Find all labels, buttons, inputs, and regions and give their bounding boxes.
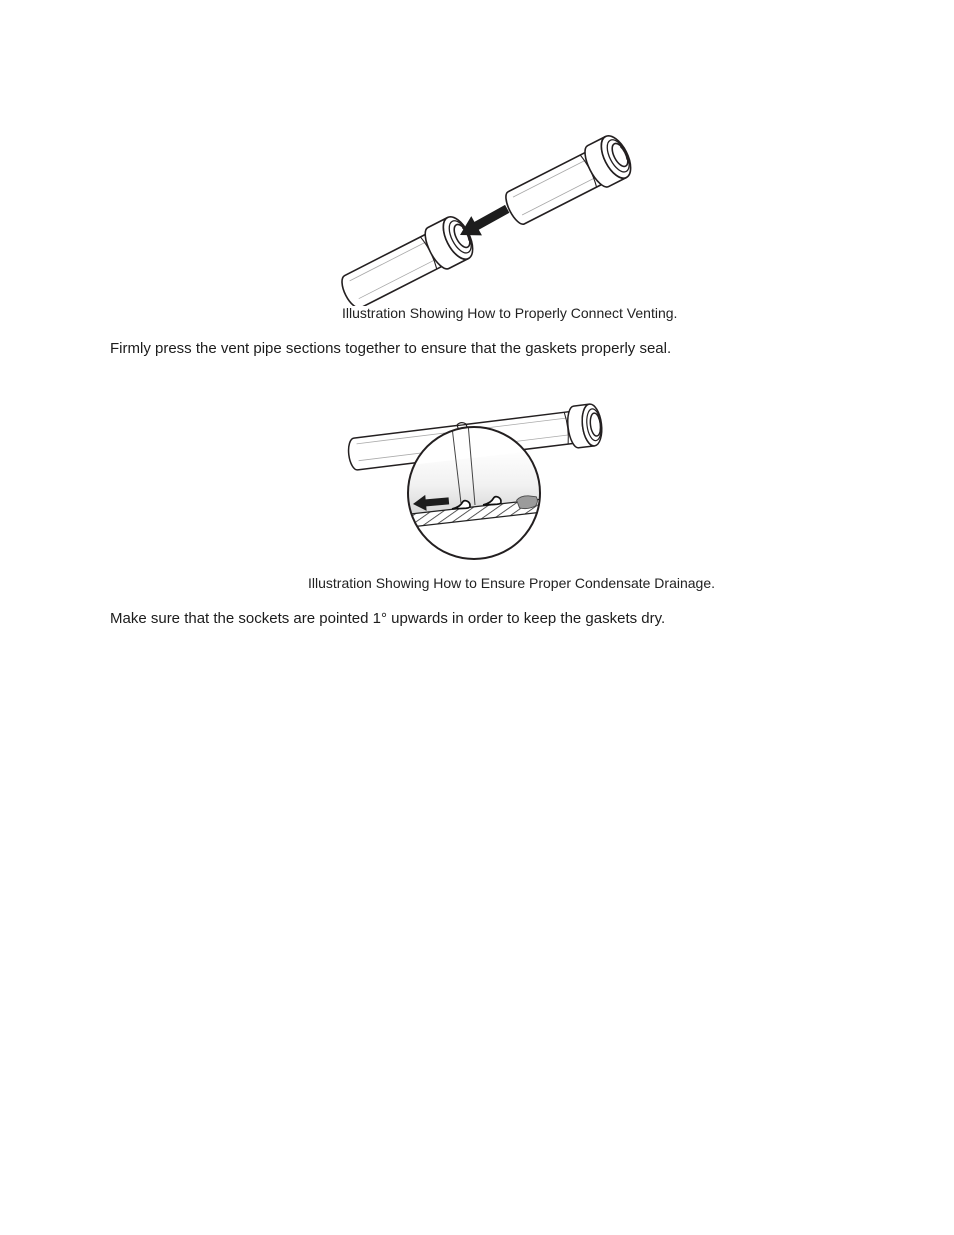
condensate-drainage-drawing [330, 385, 620, 565]
paragraph-press-sections: Firmly press the vent pipe sections together to ensure that the gaskets properly seal. [110, 340, 672, 357]
caption-condensate-drainage: Illustration Showing How to Ensure Proper Condensate Drainage. [308, 575, 716, 591]
pipe-lower-section [335, 212, 478, 306]
figure-connect-venting [335, 128, 635, 306]
connect-venting-drawing [335, 128, 635, 306]
figure-condensate-drainage [330, 385, 620, 565]
paragraph-socket-slope: Make sure that the sockets are pointed 1° upwards in order to keep the gaskets dry. [110, 610, 666, 627]
pipe-upper-section [500, 131, 635, 231]
caption-connect-venting: Illustration Showing How to Properly Connect Venting. [342, 305, 678, 321]
